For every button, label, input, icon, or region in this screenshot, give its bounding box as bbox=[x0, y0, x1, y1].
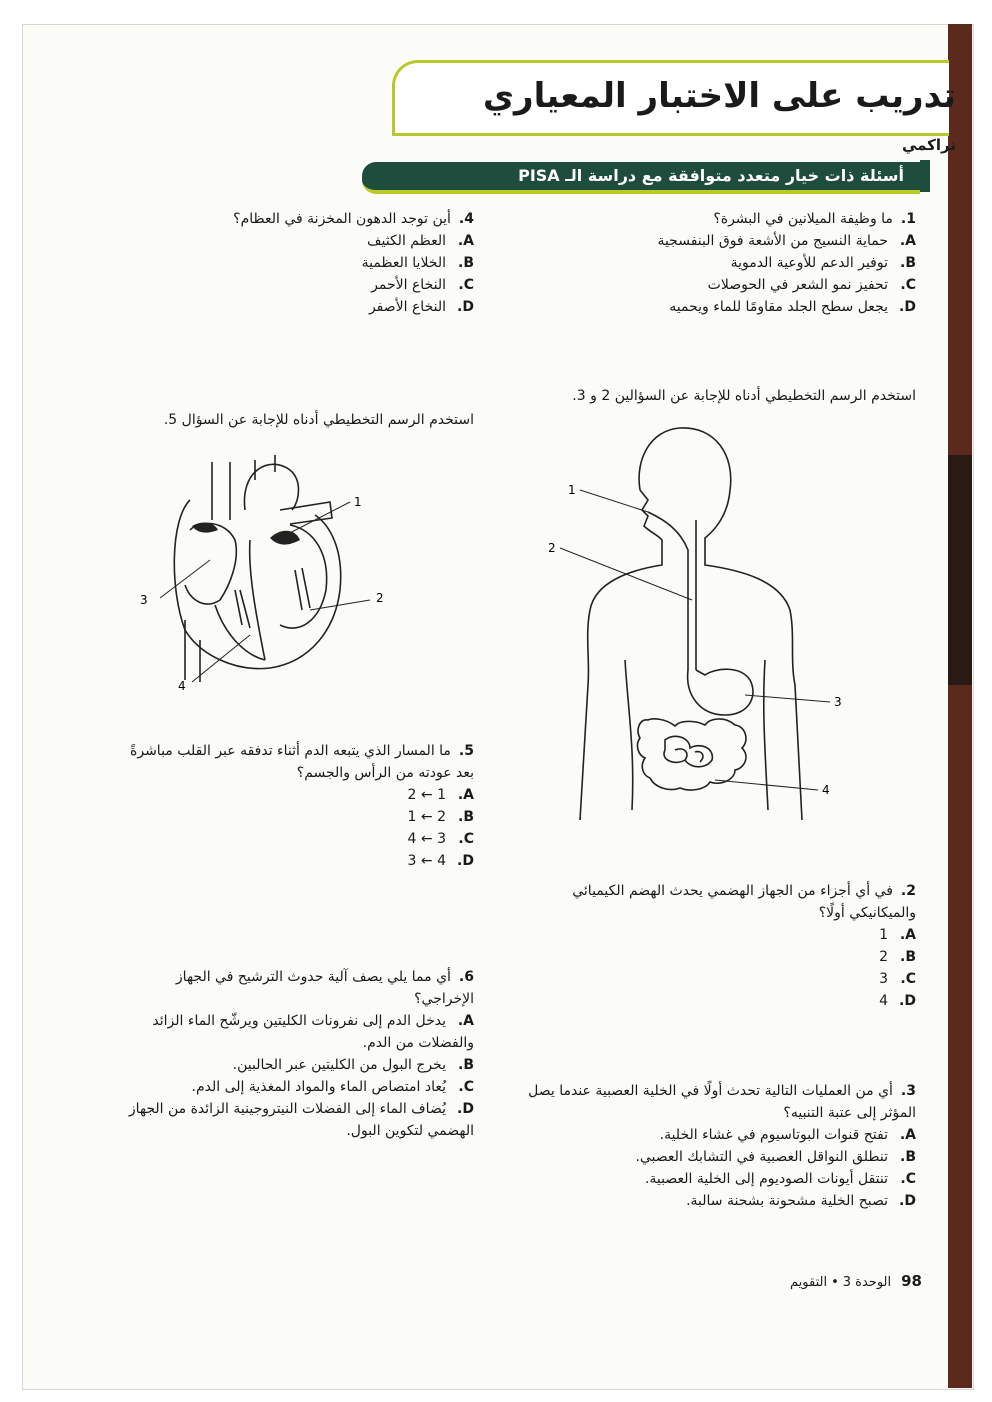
section-banner-text: أسئلة ذات خيار متعدد متوافقة مع دراسة الـ PISA bbox=[518, 166, 904, 185]
pulmonary-artery bbox=[280, 502, 332, 524]
option-b[interactable]: B.الخلايا العظمية bbox=[361, 255, 474, 271]
option-b[interactable]: B.2 bbox=[879, 949, 916, 965]
question-number: 2. bbox=[900, 883, 916, 899]
arm-inner-right bbox=[764, 660, 768, 810]
aorta-branches bbox=[255, 455, 275, 480]
option-d[interactable]: D.4 bbox=[879, 993, 916, 1009]
option-d[interactable]: D.يجعل سطح الجلد مقاومًا للماء ويحميه bbox=[669, 299, 916, 315]
publisher-spine bbox=[10, 940, 36, 1160]
digestive-diagram bbox=[540, 420, 870, 820]
question-stem: ما وظيفة الميلانين في البشرة؟ bbox=[713, 211, 893, 227]
body-outline-left bbox=[580, 490, 662, 820]
question-3 bbox=[516, 1080, 916, 1212]
question-stem: في أي أجزاء من الجهاز الهضمي يحدث الهضم الكيميائي والميكانيكي أولًا؟ bbox=[572, 883, 916, 921]
stomach bbox=[688, 669, 753, 715]
option-c[interactable]: C.3 ← 4 bbox=[407, 831, 474, 847]
option-c[interactable]: C.3 bbox=[879, 971, 916, 987]
footer-separator: • bbox=[831, 1275, 839, 1290]
chordae bbox=[235, 568, 310, 628]
option-d[interactable]: D.يُضاف الماء إلى الفضلات النيتروجينية الزائدة من الجهاز الهضمي لتكوين البول. bbox=[128, 1101, 474, 1139]
side-tab-marker bbox=[948, 455, 972, 685]
digestive-label-2: 2 bbox=[548, 541, 556, 555]
arm-inner-left bbox=[625, 660, 633, 810]
option-b[interactable]: B.يخرج البول من الكليتين عبر الحالبين. bbox=[232, 1057, 474, 1073]
cumulative-label: تراكمي bbox=[901, 136, 956, 154]
unit-label: الوحدة 3 bbox=[842, 1275, 892, 1290]
question-number: 3. bbox=[900, 1083, 916, 1099]
option-c[interactable]: C.النخاع الأحمر bbox=[371, 277, 474, 293]
right-atrium bbox=[185, 523, 236, 604]
heart-label-4: 4 bbox=[178, 679, 186, 693]
question-number: 5. bbox=[458, 743, 474, 759]
option-d[interactable]: D.تصبح الخلية مشحونة بشحنة سالبة. bbox=[686, 1193, 916, 1209]
question-number: 1. bbox=[900, 211, 916, 227]
option-d[interactable]: D.النخاع الأصفر bbox=[368, 299, 474, 315]
question-stem: أين توجد الدهون المخزنة في العظام؟ bbox=[233, 211, 451, 227]
digestive-label-1: 1 bbox=[568, 483, 576, 497]
large-intestine bbox=[638, 719, 746, 790]
question-number: 4. bbox=[458, 211, 474, 227]
heart-label-2: 2 bbox=[376, 591, 384, 605]
vena-cava bbox=[212, 462, 230, 520]
question-5 bbox=[114, 740, 474, 872]
option-c[interactable]: C.تنتقل أيونات الصوديوم إلى الخلية العصبية. bbox=[644, 1171, 916, 1187]
inferior-vena-cava bbox=[185, 620, 200, 682]
heart-label-1: 1 bbox=[354, 495, 362, 509]
option-a[interactable]: A.1 bbox=[879, 927, 916, 943]
question-stem: أي مما يلي يصف آلية حدوث الترشيح في الجهاز الإخراجي؟ bbox=[175, 969, 474, 1007]
valve-shading bbox=[270, 531, 300, 545]
body-outline-right bbox=[639, 428, 802, 820]
option-c[interactable]: C.يُعاد امتصاص الماء والمواد المغذية إلى الدم. bbox=[191, 1079, 474, 1095]
page-number: 98 bbox=[901, 1272, 922, 1290]
diagram-intro-digestive: استخدم الرسم التخطيطي أدناه للإجابة عن السؤالين 2 و 3. bbox=[572, 388, 916, 404]
question-2 bbox=[516, 880, 916, 1012]
option-a[interactable]: A.يدخل الدم إلى نفرونات الكليتين ويرشّح الماء الزائد والفضلات من الدم. bbox=[152, 1013, 474, 1051]
heart-diagram bbox=[130, 450, 410, 710]
heart-leader-2 bbox=[310, 600, 370, 610]
digestive-leader-2 bbox=[560, 548, 692, 600]
option-d[interactable]: D.4 ← 3 bbox=[407, 853, 474, 869]
option-b[interactable]: B.توفير الدعم للأوعية الدموية bbox=[730, 255, 916, 271]
digestive-leader-1 bbox=[580, 490, 648, 512]
option-a[interactable]: A.حماية النسيج من الأشعة فوق البنفسجية bbox=[657, 233, 916, 249]
heart-label-3: 3 bbox=[140, 593, 148, 607]
question-1 bbox=[516, 208, 916, 318]
page-title: تدريب على الاختبار المعياري bbox=[482, 76, 956, 116]
small-intestine-coils bbox=[675, 749, 703, 762]
option-c[interactable]: C.تحفيز نمو الشعر في الحوصلات bbox=[707, 277, 916, 293]
banner-tail bbox=[920, 160, 930, 192]
topic-label: التقويم bbox=[790, 1275, 828, 1290]
option-a[interactable]: A.تفتح قنوات البوتاسيوم في غشاء الخلية. bbox=[659, 1127, 916, 1143]
septum bbox=[250, 540, 265, 660]
question-6 bbox=[114, 966, 474, 1142]
section-banner bbox=[362, 162, 920, 194]
option-b[interactable]: B.2 ← 1 bbox=[407, 809, 474, 825]
digestive-leader-3 bbox=[745, 695, 830, 702]
heart-leader-3 bbox=[160, 560, 210, 598]
question-4 bbox=[114, 208, 474, 318]
page-footer bbox=[790, 1272, 922, 1290]
option-a[interactable]: A.1 ← 2 bbox=[407, 787, 474, 803]
heart-leader-1 bbox=[280, 502, 350, 538]
digestive-label-4: 4 bbox=[822, 783, 830, 797]
option-a[interactable]: A.العظم الكثيف bbox=[367, 233, 474, 249]
option-b[interactable]: B.تنطلق النواقل العصبية في التشابك العصبي. bbox=[635, 1149, 916, 1165]
small-intestine bbox=[664, 736, 712, 766]
diagram-intro-heart: استخدم الرسم التخطيطي أدناه للإجابة عن السؤال 5. bbox=[163, 412, 474, 428]
question-stem: ما المسار الذي يتبعه الدم أثناء تدفقه عبر القلب مباشرةً بعد عودته من الرأس والجسم؟ bbox=[130, 743, 474, 781]
question-number: 6. bbox=[458, 969, 474, 985]
question-stem: أي من العمليات التالية تحدث أولًا في الخلية العصبية عندما يصل المؤثر إلى عتبة التنبيه؟ bbox=[528, 1083, 916, 1121]
digestive-label-3: 3 bbox=[834, 695, 842, 709]
side-tab bbox=[948, 24, 972, 1388]
aortic-arch bbox=[244, 464, 298, 510]
